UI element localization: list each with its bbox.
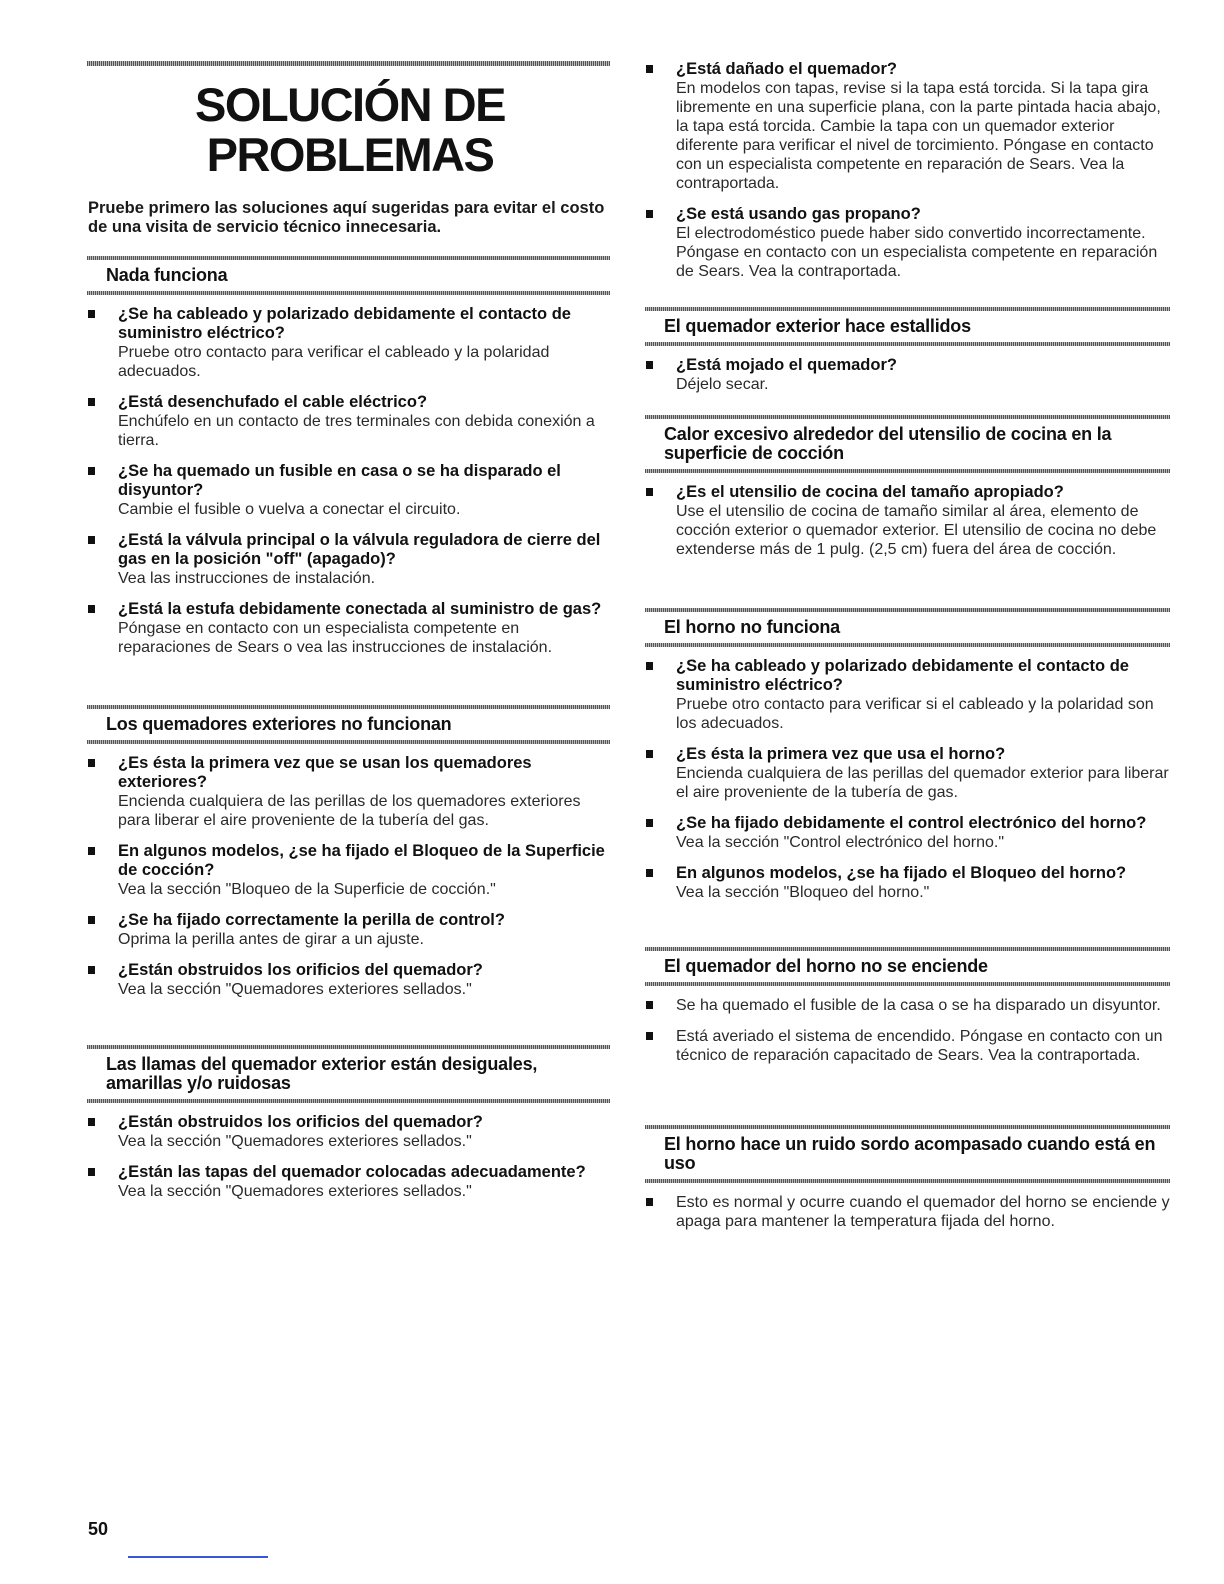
list-item <box>87 754 610 830</box>
list-item <box>645 356 1170 394</box>
footer-rule <box>128 1556 268 1558</box>
question: ¿Se está usando gas propano? <box>676 205 921 223</box>
answer: Déjelo secar. <box>676 376 769 393</box>
question: ¿Es el utensilio de cocina del tamaño apropiado? <box>676 483 1064 501</box>
list-item <box>645 657 1170 733</box>
bullet-icon <box>646 361 653 369</box>
question: ¿Se ha fijado debidamente el control electrónico del horno? <box>676 814 1147 832</box>
bullet-icon <box>88 759 95 767</box>
question: ¿Están las tapas del quemador colocadas adecuadamente? <box>118 1163 586 1181</box>
list-item <box>87 1113 610 1151</box>
answer: Encienda cualquiera de las perillas de los quemadores exteriores para liberar el aire proveniente de la tubería del gas. <box>118 793 581 829</box>
section-calor-excesivo <box>645 410 1170 571</box>
list-item <box>87 393 610 450</box>
page-title <box>110 80 590 180</box>
answer: Oprima la perilla antes de girar a un ajuste. <box>118 931 424 948</box>
page-title-line2: PROBLEMAS <box>206 128 494 181</box>
top-rule <box>87 61 610 66</box>
list-item <box>87 600 610 657</box>
answer: Cambie el fusible o vuelva a conectar el circuito. <box>118 501 461 518</box>
list-item <box>87 531 610 588</box>
answer: Pruebe otro contacto para verificar si el cableado y la polaridad son los adecuados. <box>676 696 1154 732</box>
answer: Encienda cualquiera de las perillas del quemador exterior para liberar el aire proveniente de la tubería de gas. <box>676 765 1169 801</box>
question: ¿Están obstruidos los orificios del quemador? <box>118 961 483 979</box>
list-item <box>87 842 610 899</box>
section-heading: Calor excesivo alrededor del utensilio de cocina en la superficie de cocción <box>645 410 1170 473</box>
bullet-icon <box>88 966 95 974</box>
question: ¿Está dañado el quemador? <box>676 60 897 78</box>
question: ¿Está la estufa debidamente conectada al suministro de gas? <box>118 600 602 618</box>
answer: Se ha quemado el fusible de la casa o se ha disparado un disyuntor. <box>676 997 1161 1014</box>
answer: El electrodoméstico puede haber sido convertido incorrectamente. Póngase en contacto con un especialista competente en reparación de Sears. Vea la contraportada. <box>676 225 1158 280</box>
section-continuacion <box>645 60 1170 293</box>
answer: Enchúfelo en un contacto de tres terminales con debida conexión a tierra. <box>118 413 595 449</box>
question: ¿Es ésta la primera vez que usa el horno? <box>676 745 1006 763</box>
list-item <box>645 1027 1170 1065</box>
list-item <box>87 1163 610 1201</box>
answer: Vea la sección "Control electrónico del horno." <box>676 834 1004 851</box>
bullet-icon <box>646 488 653 496</box>
answer: En modelos con tapas, revise si la tapa está torcida. Si la tapa gira libremente en una superficie plana, con la parte pintada hacia abajo, la tapa está torcida. Cambie la tapa con un quemador exterior diferente para verificar el nivel de torcimiento. Póngase en contacto con un especialista competente en reparación de Sears. Vea la contraportada. <box>676 80 1161 192</box>
question: ¿Se ha cableado y polarizado debidamente el contacto de suministro eléctrico? <box>676 657 1129 694</box>
section-heading: Las llamas del quemador exterior están desiguales, amarillas y/o ruidosas <box>87 1040 610 1103</box>
bullet-icon <box>646 210 653 218</box>
list-item <box>645 814 1170 852</box>
bullet-icon <box>88 1118 95 1126</box>
section-heading: El horno hace un ruido sordo acompasado cuando está en uso <box>645 1120 1170 1183</box>
list-item <box>645 60 1170 193</box>
bullet-icon <box>646 869 653 877</box>
question: ¿Está la válvula principal o la válvula reguladora de cierre del gas en la posición "off" (apagado)? <box>118 531 601 568</box>
bullet-icon <box>646 65 653 73</box>
section-estallidos <box>645 302 1170 406</box>
answer: Vea la sección "Quemadores exteriores sellados." <box>118 1183 472 1200</box>
bullet-icon <box>646 819 653 827</box>
page-number: 50 <box>88 1519 109 1539</box>
list-item <box>87 462 610 519</box>
answer: Vea las instrucciones de instalación. <box>118 570 376 587</box>
list-item <box>645 483 1170 559</box>
bullet-icon <box>88 847 95 855</box>
answer: Está averiado el sistema de encendido. Póngase en contacto con un técnico de reparación capacitado de Sears. Vea la contraportada. <box>676 1028 1163 1064</box>
answer: Vea la sección "Quemadores exteriores sellados." <box>118 981 472 998</box>
intro-text: Pruebe primero las soluciones aquí sugeridas para evitar el costo de una visita de servicio técnico innecesaria. <box>88 199 605 236</box>
section-heading: El quemador del horno no se enciende <box>645 942 1170 986</box>
question: ¿Está mojado el quemador? <box>676 356 897 374</box>
section-heading: Nada funciona <box>87 251 610 295</box>
bullet-icon <box>88 916 95 924</box>
question: En algunos modelos, ¿se ha fijado el Bloqueo de la Superficie de cocción? <box>118 842 605 879</box>
bullet-icon <box>646 750 653 758</box>
list-item <box>87 961 610 999</box>
question: ¿Está desenchufado el cable eléctrico? <box>118 393 428 411</box>
section-nada-funciona <box>87 251 610 669</box>
answer: Esto es normal y ocurre cuando el quemador del horno se enciende y apaga para mantener la temperatura fijada del horno. <box>676 1194 1170 1230</box>
section-ruido-sordo <box>645 1120 1170 1243</box>
question: En algunos modelos, ¿se ha fijado el Bloqueo del horno? <box>676 864 1127 882</box>
list-item <box>87 305 610 381</box>
bullet-icon <box>88 605 95 613</box>
bullet-icon <box>88 398 95 406</box>
bullet-icon <box>646 1198 653 1206</box>
answer: Vea la sección "Quemadores exteriores sellados." <box>118 1133 472 1150</box>
question: ¿Se ha fijado correctamente la perilla de control? <box>118 911 505 929</box>
list-item <box>645 996 1170 1015</box>
list-item <box>87 911 610 949</box>
question: ¿Es ésta la primera vez que se usan los quemadores exteriores? <box>118 754 532 791</box>
list-item <box>645 745 1170 802</box>
list-item <box>645 205 1170 281</box>
page-title-line1: SOLUCIÓN DE <box>195 78 505 131</box>
question: ¿Se ha quemado un fusible en casa o se ha disparado el disyuntor? <box>118 462 561 499</box>
bullet-icon <box>646 1001 653 1009</box>
answer: Use el utensilio de cocina de tamaño similar al área, elemento de cocción exterior o quemador exterior. El utensilio de cocina no debe extenderse más de 1 pulg. (2,5 cm) fuera del área de cocción. <box>676 503 1157 558</box>
answer: Póngase en contacto con un especialista competente en reparaciones de Sears o vea las instrucciones de instalación. <box>118 620 553 656</box>
section-heading: El quemador exterior hace estallidos <box>645 302 1170 346</box>
bullet-icon <box>88 467 95 475</box>
answer: Vea la sección "Bloqueo de la Superficie de cocción." <box>118 881 496 898</box>
bullet-icon <box>88 310 95 318</box>
section-horno-no-funciona <box>645 603 1170 914</box>
question: ¿Se ha cableado y polarizado debidamente el contacto de suministro eléctrico? <box>118 305 571 342</box>
question: ¿Están obstruidos los orificios del quemador? <box>118 1113 483 1131</box>
section-quemador-horno-no-enciende <box>645 942 1170 1077</box>
list-item <box>645 1193 1170 1231</box>
section-llamas-desiguales <box>87 1040 610 1213</box>
section-heading: El horno no funciona <box>645 603 1170 647</box>
bullet-icon <box>88 536 95 544</box>
list-item <box>645 864 1170 902</box>
section-heading: Los quemadores exteriores no funcionan <box>87 700 610 744</box>
bullet-icon <box>646 1032 653 1040</box>
answer: Vea la sección "Bloqueo del horno." <box>676 884 930 901</box>
answer: Pruebe otro contacto para verificar el cableado y la polaridad adecuados. <box>118 344 550 380</box>
bullet-icon <box>88 1168 95 1176</box>
section-quemadores-exteriores <box>87 700 610 1011</box>
bullet-icon <box>646 662 653 670</box>
